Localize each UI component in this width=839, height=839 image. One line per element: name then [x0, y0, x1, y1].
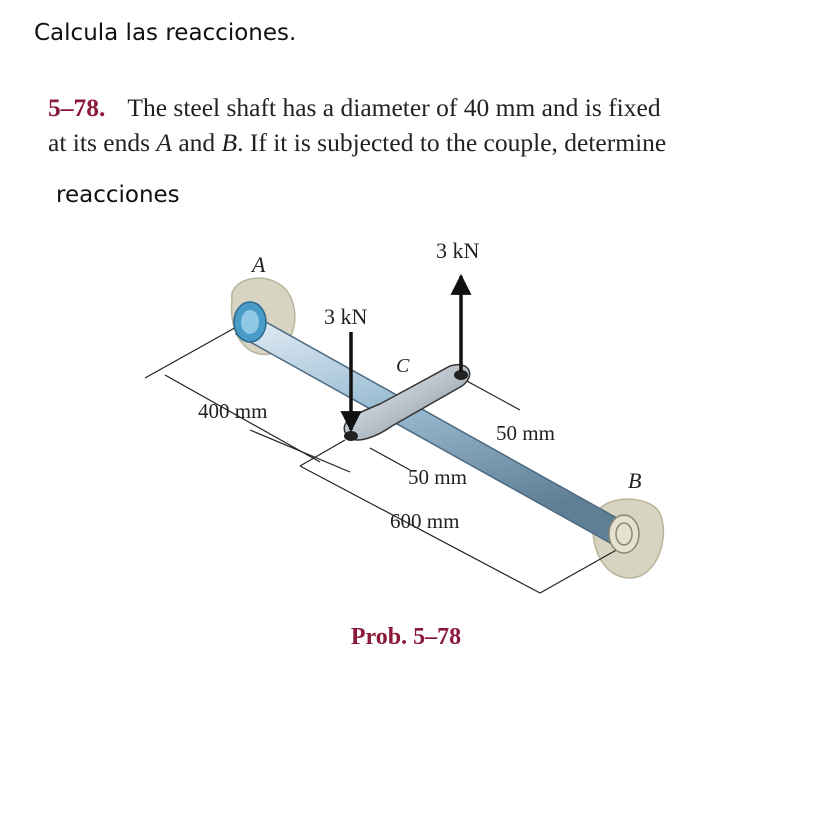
- dimension-lines: [145, 325, 620, 593]
- label-c: C: [396, 355, 410, 377]
- problem-line-2-post: . If it is subjected to the couple, determine: [237, 128, 667, 157]
- reacciones-label: reacciones: [56, 182, 180, 208]
- problem-line-2-pre: at its ends: [48, 128, 157, 157]
- dim-label-600: 600 mm: [390, 509, 460, 533]
- shaft-end-a: [234, 302, 266, 342]
- point-a-ref: A: [156, 128, 172, 157]
- instruction-text: Calcula las reacciones.: [34, 20, 297, 46]
- dim-label-50-left: 50 mm: [408, 465, 467, 489]
- problem-number: 5–78.: [48, 93, 106, 122]
- point-b-ref: B: [221, 128, 238, 157]
- dim-label-50-right: 50 mm: [496, 421, 555, 445]
- force-label-left: 3 kN: [324, 304, 368, 329]
- label-b: B: [628, 468, 642, 493]
- force-label-right: 3 kN: [436, 238, 480, 263]
- dim-label-400: 400 mm: [198, 399, 268, 423]
- plate-pin-left: [344, 431, 358, 441]
- problem-line-1: The steel shaft has a diameter of 40 mm and is fixed: [127, 93, 661, 122]
- figure-caption: Prob. 5–78: [350, 624, 462, 650]
- problem-line-2-and: and: [171, 128, 222, 157]
- shaft-end-b: [609, 515, 639, 553]
- label-a: A: [252, 252, 266, 277]
